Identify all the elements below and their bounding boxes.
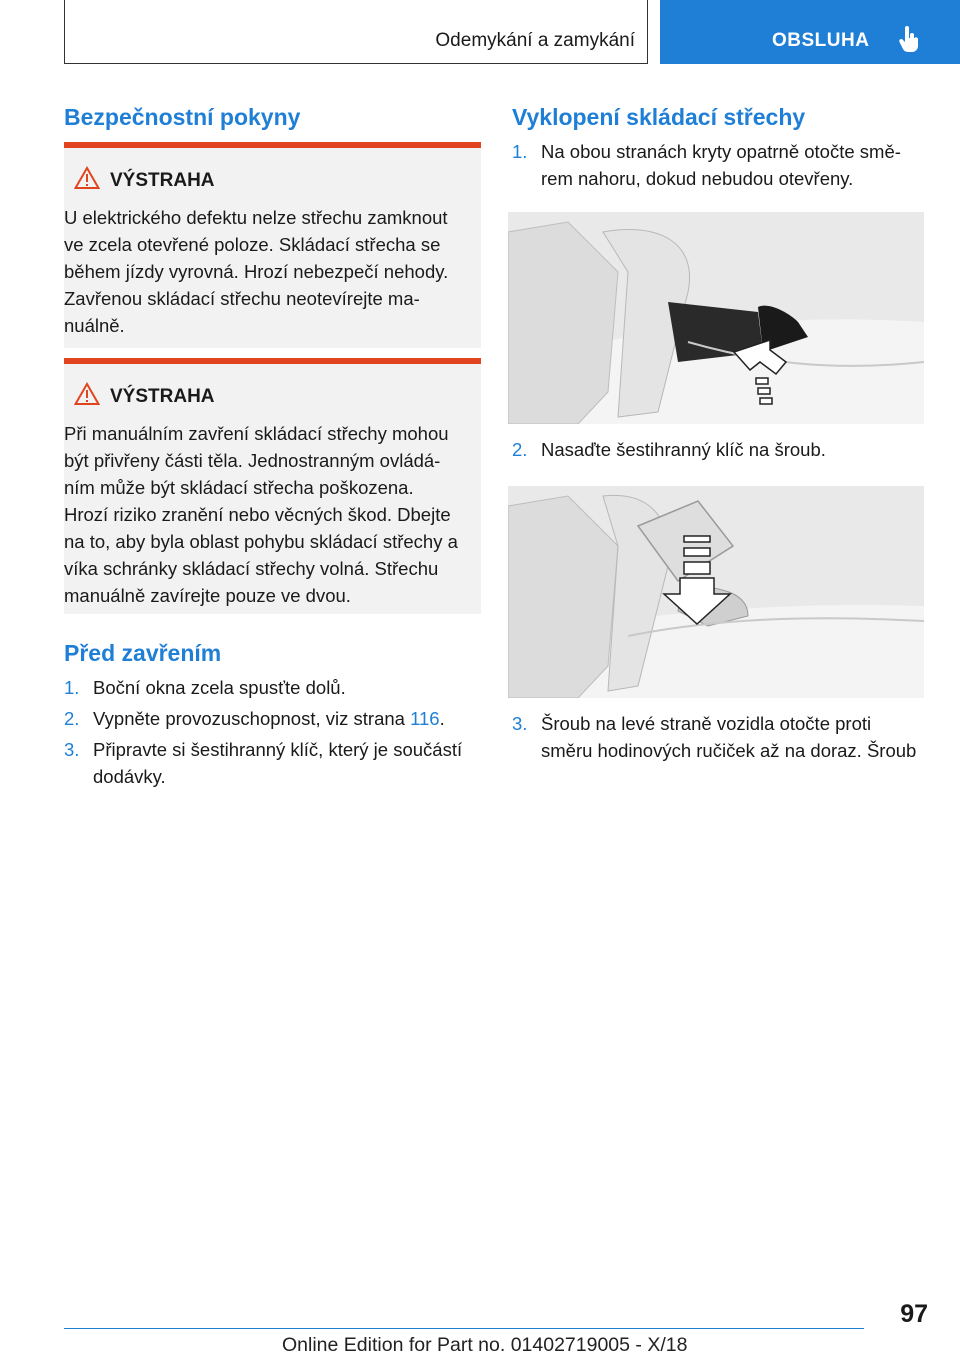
footer-edition: Online Edition for Part no. 01402719005 - X/18: [282, 1334, 688, 1356]
warning-triangle-icon: [74, 166, 100, 190]
section-title: OBSLUHA: [772, 30, 870, 51]
warning-text: U elektrického defektu nelze střechu zamknout ve zcela otevřené poloze. Skládací střecha se během jízdy vyrovná. Hrozí nebezpečí nehody. Zavřenou skládací střechu neotevírejte ma‐ nuálně.: [64, 207, 449, 336]
illustration-hex-key: [508, 486, 924, 698]
chapter-title: Odemykání a zamykání: [435, 30, 635, 51]
header-section-tab[interactable]: [660, 0, 960, 64]
warning-label: VÝSTRAHA: [110, 170, 215, 191]
section-heading-before-closing: Před zavřením: [64, 640, 222, 666]
warning-label: VÝSTRAHA: [110, 386, 215, 407]
section-heading-safety: Bezpečnostní pokyny: [64, 104, 301, 130]
illustration-roof-cover: [508, 212, 924, 424]
warning-text: Při manuálním zavření skládací střechy mohou být přivřeny části těla. Jednostranným ovládá‐ ním může být skládací střecha poškozena. Hrozí riziko zranění nebo věcných škod. Dbejte na to, aby byla oblast pohybu skládací střechy a víka schránky skládací střechy volná. Střechu manuálně zavírejte pouze ve dvou.: [64, 423, 458, 606]
hand-pointer-icon: [898, 26, 920, 54]
warning-box: [64, 142, 481, 348]
header-chapter-box: [64, 0, 648, 64]
footer-divider: [64, 1328, 864, 1329]
warning-triangle-icon: [74, 382, 100, 406]
warning-box: [64, 358, 481, 614]
section-heading-fold-roof: Vyklopení skládací střechy: [512, 104, 806, 130]
page-number: 97: [900, 1300, 928, 1328]
page-link[interactable]: 116: [410, 708, 440, 729]
